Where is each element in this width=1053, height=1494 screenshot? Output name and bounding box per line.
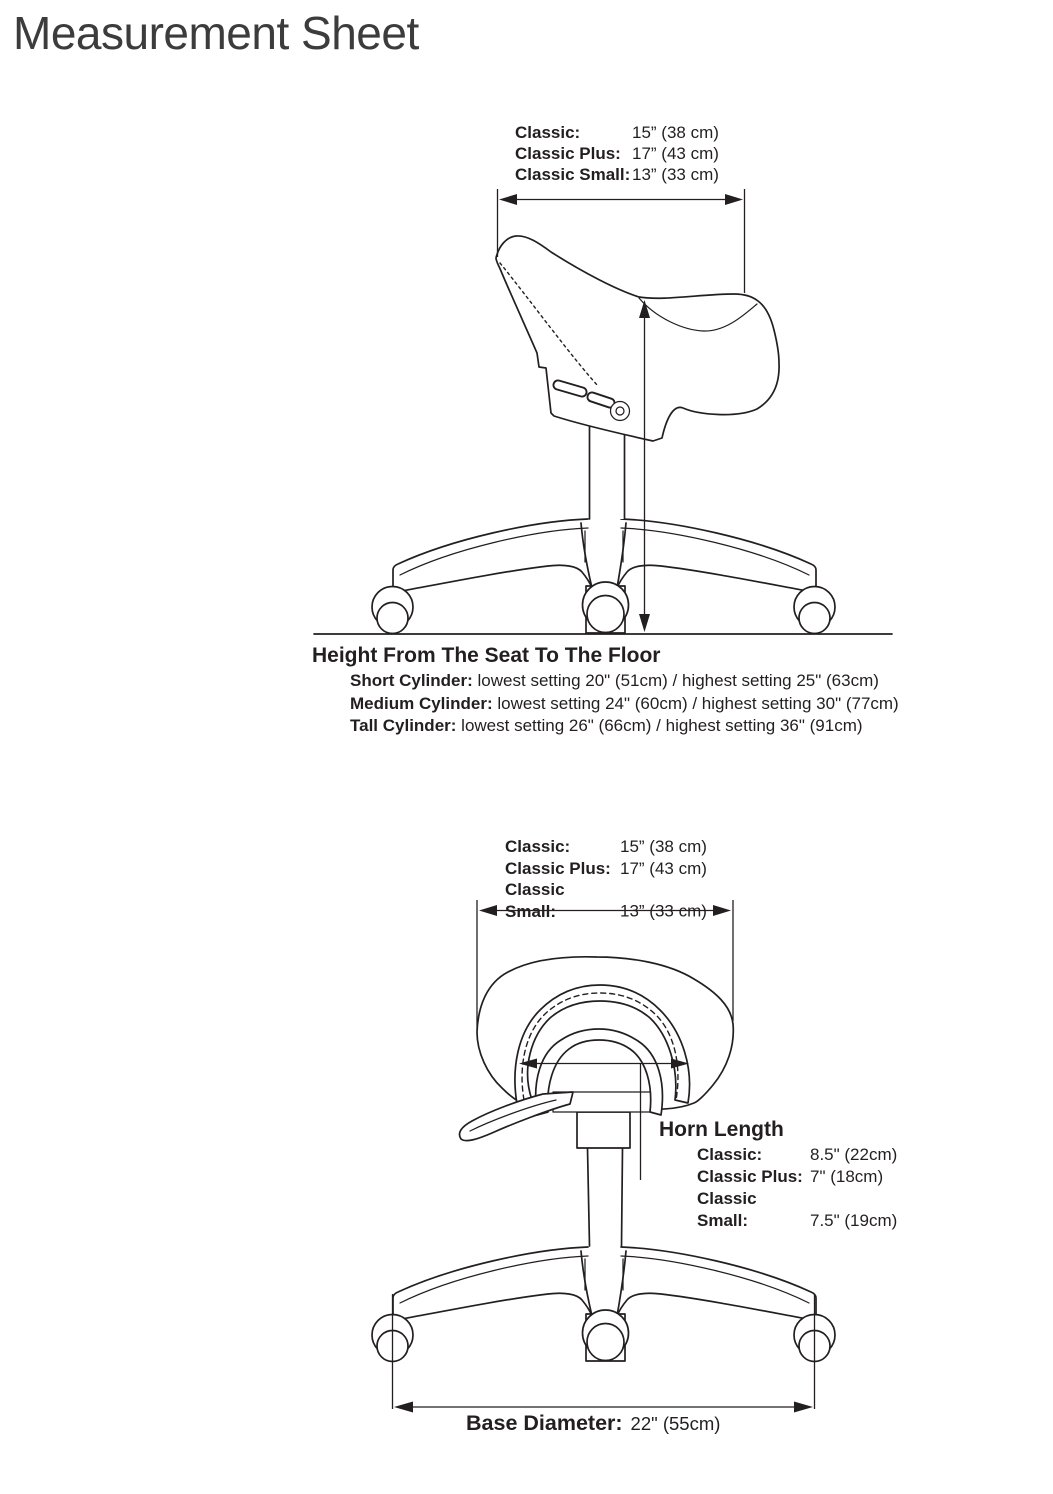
dim-row xyxy=(505,836,707,858)
cylinder-value: lowest setting 26" (66cm) / highest setting 36" (91cm) xyxy=(461,716,863,736)
dim-label: Classic Plus: xyxy=(697,1167,803,1186)
arrowhead-down xyxy=(639,614,650,632)
dim-value: 17” (43 cm) xyxy=(620,858,707,878)
cylinder-label: Short Cylinder: xyxy=(350,671,473,690)
dim-value: 7" (18cm) xyxy=(810,1167,884,1186)
cylinder-front xyxy=(588,1148,623,1246)
height-row xyxy=(350,670,899,693)
page-title: Measurement Sheet xyxy=(13,7,419,59)
base-diameter-label: Base Diameter: xyxy=(466,1411,623,1435)
height-row xyxy=(350,715,899,738)
cylinder-label: Tall Cylinder: xyxy=(350,716,457,736)
dim-label: Classic: xyxy=(505,837,571,856)
dim-row xyxy=(515,122,719,143)
height-section-rows xyxy=(350,670,899,738)
base-diameter-caption xyxy=(466,1411,720,1436)
height-row xyxy=(350,693,899,716)
dim-row xyxy=(515,143,719,164)
dim-label: Classic Plus: xyxy=(505,858,611,878)
dim-value: 15” (38 cm) xyxy=(632,123,719,142)
horn-length-heading: Horn Length xyxy=(659,1118,784,1141)
seat-width-labels-side xyxy=(515,122,719,185)
dim-value: 13” (33 cm) xyxy=(632,165,719,184)
horn-row xyxy=(697,1144,897,1166)
dim-label: Classic: xyxy=(515,123,581,142)
dim-value: 8.5" (22cm) xyxy=(810,1145,898,1164)
dim-value: 17” (43 cm) xyxy=(632,144,719,163)
dim-value: 15” (38 cm) xyxy=(620,837,707,856)
dim-label: Classic Small: xyxy=(697,1189,757,1230)
arrowhead-right xyxy=(794,1402,813,1413)
horn-row xyxy=(697,1166,897,1188)
dim-label: Classic Small: xyxy=(515,165,631,184)
arrowhead-right xyxy=(725,194,743,205)
dim-value: 13” (33 cm) xyxy=(620,901,707,921)
seat-width-labels-front xyxy=(505,836,707,922)
dim-label: Classic Plus: xyxy=(515,144,621,163)
cylinder-label: Medium Cylinder: xyxy=(350,693,493,713)
dim-row xyxy=(505,879,707,922)
dim-label: Classic Small: xyxy=(505,880,565,921)
base-diameter-value: 22" (55cm) xyxy=(630,1413,721,1434)
dim-row xyxy=(505,858,707,880)
saddle-seat-side xyxy=(496,236,779,441)
arrowhead-right xyxy=(713,905,731,916)
arrowhead-left xyxy=(479,905,497,916)
cylinder-value: lowest setting 24" (60cm) / highest setting 30" (77cm) xyxy=(497,693,899,713)
arrowhead-left xyxy=(394,1402,413,1413)
cylinder-value: lowest setting 20" (51cm) / highest setting 25" (63cm) xyxy=(477,671,879,690)
dim-row xyxy=(515,164,719,185)
arrowhead-left xyxy=(499,194,517,205)
cylinder-side xyxy=(590,424,625,519)
dim-label: Classic: xyxy=(697,1145,763,1164)
stool-side-view xyxy=(314,189,892,634)
horn-length-rows xyxy=(697,1144,897,1232)
height-section-heading: Height From The Seat To The Floor xyxy=(312,644,661,667)
dim-value: 7.5" (19cm) xyxy=(810,1211,898,1230)
horn-row xyxy=(697,1188,897,1232)
adjustment-knob xyxy=(611,402,630,421)
cylinder-collar xyxy=(577,1112,630,1148)
